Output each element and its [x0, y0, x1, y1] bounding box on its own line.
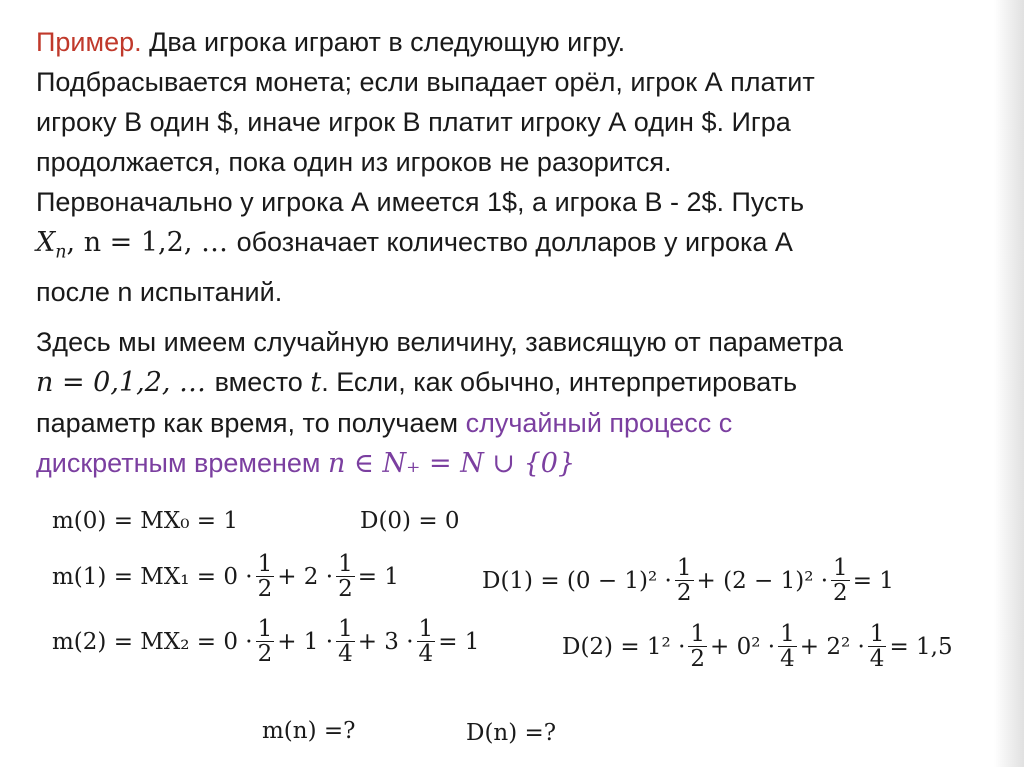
example-paragraph [36, 22, 996, 312]
equation-d0 [360, 508, 460, 534]
m0-text: m(0) = MX₀ = 1 [52, 508, 238, 534]
xn-symbol: X [36, 227, 56, 258]
p2-line2-mid: вместо [214, 367, 311, 397]
dn-text: D(n) =? [466, 720, 557, 746]
d0-text: D(0) = 0 [360, 508, 460, 534]
p1-line5: Первоначально у игрока А имеется 1$, а игрока В - 2$. Пусть [36, 187, 805, 217]
m1-mid: + 2 · [277, 563, 334, 590]
p2-line3: параметр как время, то получаем [36, 408, 466, 438]
p1-line3: игроку В один $, иначе игрок В платит игроку А один $. Игра [36, 107, 791, 137]
fraction-quarter: $\frac{1}{4}$ [869, 621, 885, 673]
example-label: Пример. [36, 27, 142, 57]
time-set-math: n ∈ N₊ = N ∪ {0} [327, 448, 576, 479]
xn-subscript: n [55, 242, 67, 263]
d1-end: = 1 [852, 567, 894, 594]
fraction-half: $\frac{1}{2}$ [676, 555, 692, 607]
page-edge-shadow [994, 0, 1024, 767]
m2-mid2: + 3 · [357, 628, 414, 655]
fraction-quarter: $\frac{1}{4}$ [418, 616, 434, 668]
equation-d1 [482, 556, 894, 605]
d2-mid2: + 2² · [799, 633, 865, 660]
fraction-half: $\frac{1}{2}$ [257, 551, 273, 603]
d1-mid: + (2 − 1)² · [696, 567, 829, 594]
fraction-quarter: $\frac{1}{4}$ [338, 616, 353, 668]
m2-left: m(2) = MX₂ = 0 · [52, 628, 253, 655]
p2-line2-rest: . Если, как обычно, интерпретировать [321, 367, 798, 397]
equation-m1 [52, 552, 399, 601]
p2-line1: Здесь мы имеем случайную величину, зависящую от параметра [36, 327, 844, 357]
mn-text: m(n) =? [262, 718, 356, 744]
p1-line6: обозначает количество долларов у игрока А [236, 227, 793, 257]
m1-end: = 1 [357, 563, 399, 590]
equation-mn [262, 718, 355, 744]
p1-line2: Подбрасывается монета; если выпадает орёл, игрок А платит [36, 67, 815, 97]
fraction-half: $\frac{1}{2}$ [690, 621, 706, 673]
equation-m2 [52, 617, 479, 666]
p1-line1: Два игрока играют в следующую игру. [141, 27, 626, 57]
equation-dn [466, 720, 556, 746]
fraction-half: $\frac{1}{2}$ [833, 555, 848, 607]
fraction-half: $\frac{1}{2}$ [257, 616, 273, 668]
m1-left: m(1) = MX₁ = 0 · [52, 563, 253, 590]
m2-end: = 1 [438, 628, 480, 655]
n-range: , n = 1,2, … [66, 227, 237, 258]
highlight-term-1: случайный процесс с [465, 408, 733, 438]
t-symbol: t [310, 367, 322, 398]
highlight-term-2: дискретным временем [36, 448, 328, 478]
d2-mid1: + 0² · [710, 633, 776, 660]
fraction-half: $\frac{1}{2}$ [338, 551, 353, 603]
d2-left: D(2) = 1² · [562, 633, 686, 660]
equation-d2 [562, 622, 953, 671]
equation-m0 [52, 508, 238, 534]
d1-left: D(1) = (0 − 1)² · [482, 567, 672, 594]
p1-line4: продолжается, пока один из игроков не разорится. [36, 147, 672, 177]
n-values-math: n = 0,1,2, … [36, 367, 215, 398]
m2-mid1: + 1 · [277, 628, 334, 655]
fraction-quarter: $\frac{1}{4}$ [780, 621, 795, 673]
process-paragraph [36, 322, 996, 484]
p1-line7: после n испытаний. [36, 277, 283, 308]
d2-end: = 1,5 [889, 633, 953, 660]
